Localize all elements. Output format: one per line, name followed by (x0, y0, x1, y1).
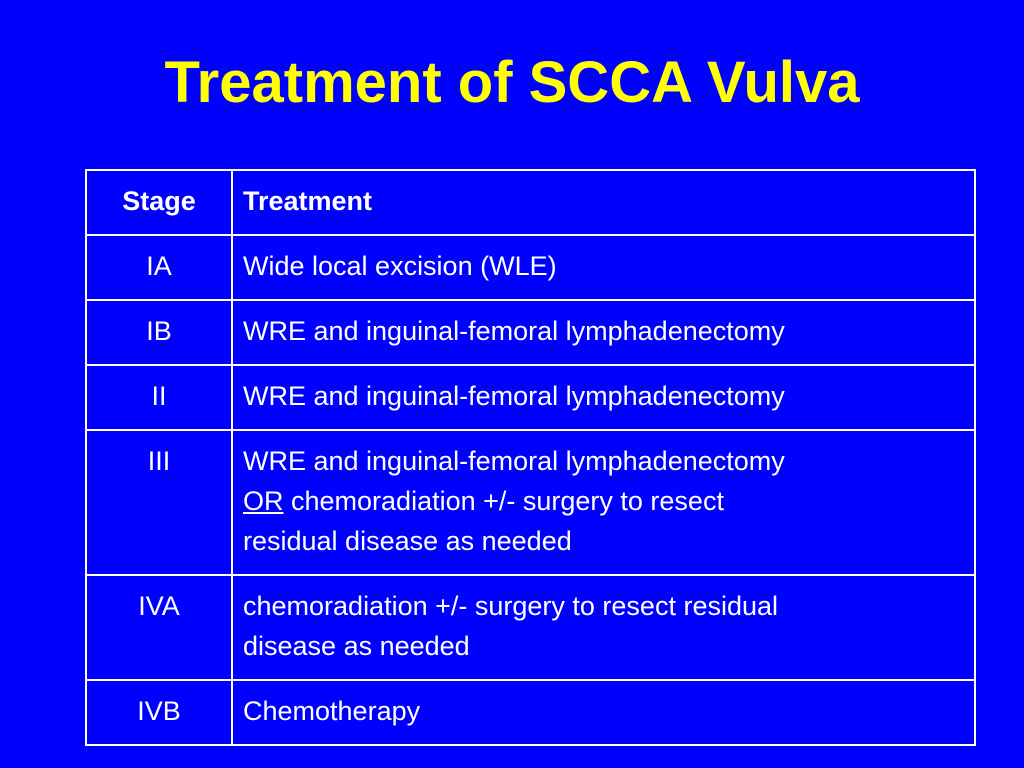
header-stage: Stage (86, 170, 232, 235)
treatment-cell: WRE and inguinal-femoral lymphadenectomy (232, 365, 975, 430)
table-header-row (86, 170, 975, 235)
treatment-cell: Wide local excision (WLE) (232, 235, 975, 300)
table-row (86, 235, 975, 300)
stage-cell: IVB (86, 680, 232, 745)
treatment-line (243, 481, 964, 521)
treatment-line: residual disease as needed (243, 526, 572, 556)
treatment-line: WRE and inguinal-femoral lymphadenectomy (243, 446, 785, 476)
treatment-cell: Chemotherapy (232, 680, 975, 745)
table-row (86, 365, 975, 430)
treatment-cell: WRE and inguinal-femoral lymphadenectomy (232, 300, 975, 365)
treatment-line: disease as needed (243, 631, 470, 661)
table-row (86, 680, 975, 745)
stage-cell: IB (86, 300, 232, 365)
table-row (86, 300, 975, 365)
table-row (86, 430, 975, 575)
stage-cell: IVA (86, 575, 232, 680)
treatment-line-rest: chemoradiation +/- surgery to resect (283, 486, 724, 516)
slide-title: Treatment of SCCA Vulva (164, 50, 860, 115)
stage-cell: III (86, 430, 232, 575)
treatment-cell (232, 575, 975, 680)
stage-cell: IA (86, 235, 232, 300)
treatment-line: chemoradiation +/- surgery to resect residual (243, 591, 779, 621)
table-row (86, 575, 975, 680)
header-treatment: Treatment (232, 170, 975, 235)
stage-cell: II (86, 365, 232, 430)
treatment-table (85, 169, 976, 746)
or-emphasis: OR (243, 486, 284, 516)
treatment-cell (232, 430, 975, 575)
